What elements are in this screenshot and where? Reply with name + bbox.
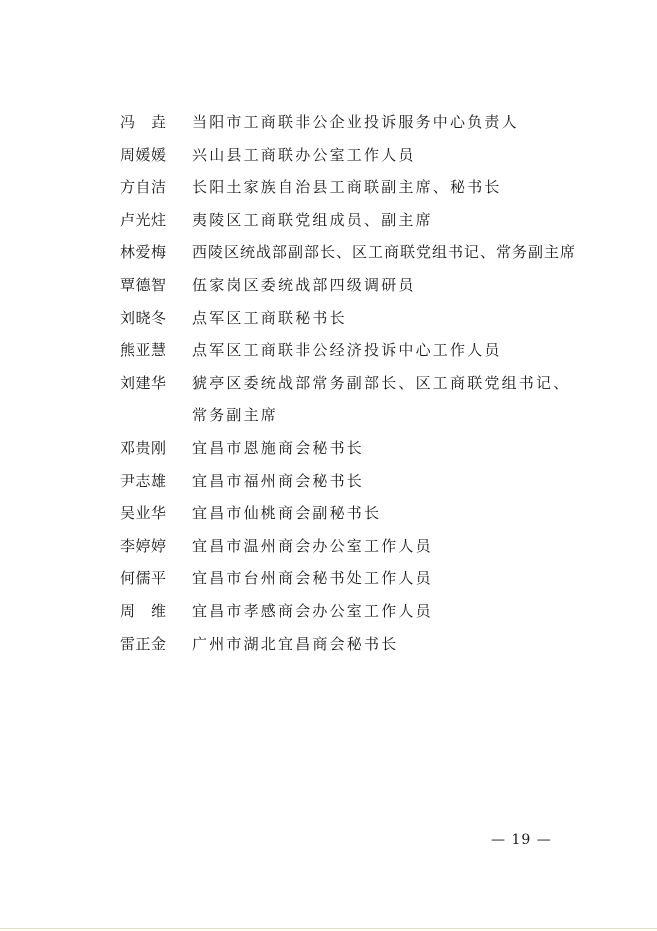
person-role: 猇亭区委统战部常务副部长、区工商联党组书记、常务副主席 (192, 373, 571, 425)
person-role: 点军区工商联秘书长 (192, 308, 347, 327)
person-role: 点军区工商联非公经济投诉中心工作人员 (192, 341, 502, 360)
roster-row (120, 465, 580, 498)
roster-row (120, 628, 580, 661)
roster-row (120, 562, 580, 595)
roster-list (120, 106, 580, 660)
person-role: 宜昌市恩施商会秘书长 (192, 438, 365, 457)
person-role: 西陵区统战部副部长、区工商联党组书记、常务副主席 (192, 243, 577, 262)
roster-row (120, 334, 580, 367)
person-role: 夷陵区工商联党组成员、副主席 (192, 210, 433, 229)
roster-row (120, 302, 580, 335)
roster-row (120, 432, 580, 465)
roster-row (120, 171, 580, 204)
roster-row (120, 595, 580, 628)
person-role: 伍家岗区委统战部四级调研员 (192, 275, 416, 294)
roster-row (120, 269, 580, 302)
roster-row (120, 106, 580, 139)
person-name: 周媛媛 (120, 145, 167, 164)
roster-row (120, 139, 580, 172)
roster-row (120, 530, 580, 563)
person-role: 宜昌市福州商会秘书长 (192, 471, 365, 490)
person-name: 吴业华 (120, 504, 167, 523)
person-role: 兴山县工商联办公室工作人员 (192, 145, 416, 164)
person-role: 长阳土家族自治县工商联副主席、秘书长 (192, 178, 502, 197)
person-role: 宜昌市温州商会办公室工作人员 (192, 536, 433, 555)
person-role: 当阳市工商联非公企业投诉服务中心负责人 (192, 113, 519, 131)
page-number: — 19 — (491, 832, 552, 848)
person-role: 广州市湖北宜昌商会秘书长 (192, 634, 399, 653)
roster-row (120, 204, 580, 237)
person-name: 尹志雄 (120, 471, 167, 490)
person-name: 卢光炷 (120, 210, 167, 229)
person-name: 覃德智 (120, 275, 167, 294)
person-name: 周 维 (120, 601, 167, 620)
page-bottom-divider (0, 928, 657, 929)
roster-row (120, 497, 580, 530)
person-role: 宜昌市台州商会秘书处工作人员 (192, 569, 433, 588)
person-name: 刘晓冬 (120, 308, 167, 327)
person-name: 方自洁 (120, 178, 167, 197)
person-role: 宜昌市仙桃商会副秘书长 (192, 504, 382, 523)
person-name: 熊亚慧 (120, 341, 167, 360)
person-name: 刘建华 (120, 373, 167, 392)
person-name: 林爱梅 (120, 243, 167, 262)
person-name: 邓贵刚 (120, 438, 167, 457)
person-name: 李婷婷 (120, 536, 167, 555)
roster-row (120, 367, 580, 432)
person-name: 何儒平 (120, 569, 167, 588)
person-name: 冯 垚 (120, 113, 167, 131)
person-role: 宜昌市孝感商会办公室工作人员 (192, 601, 433, 620)
person-name: 雷正金 (120, 634, 167, 653)
roster-row (120, 236, 580, 269)
